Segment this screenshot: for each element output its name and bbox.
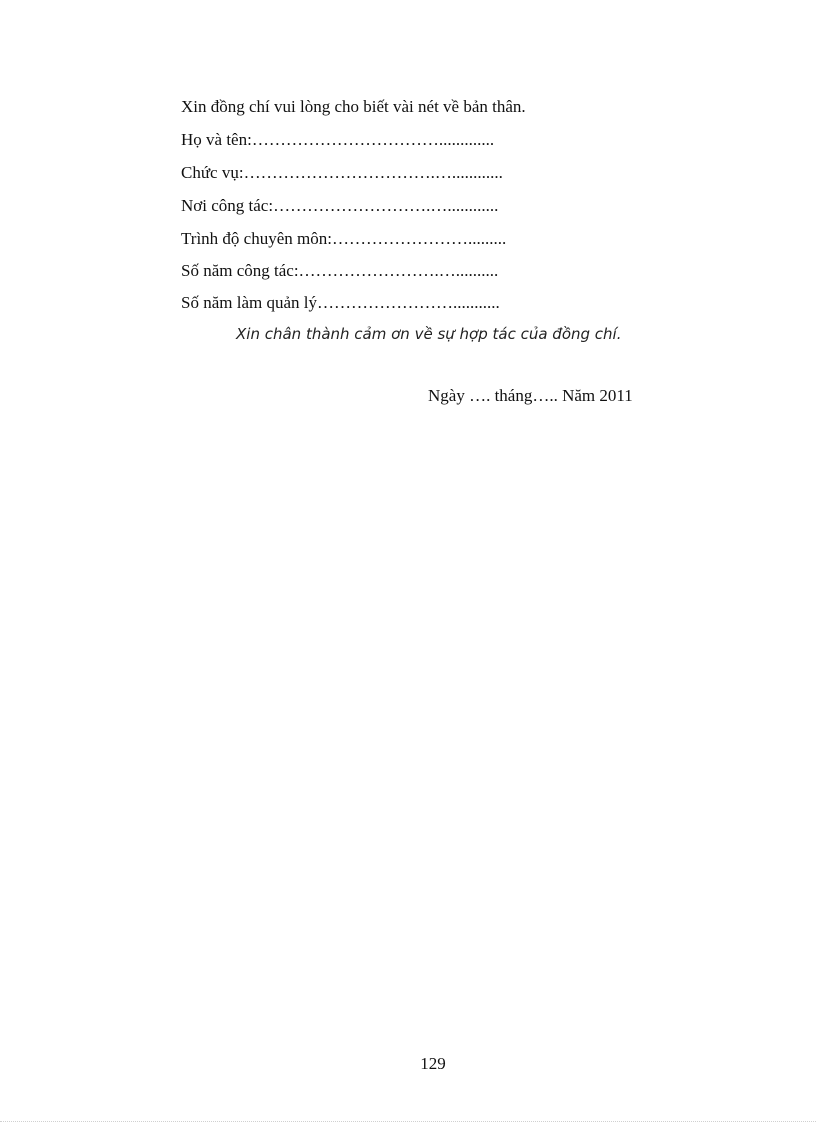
field-full-name: Họ và tên:……………………………............. bbox=[181, 130, 495, 149]
field-qualification: Trình độ chuyên môn:……………………......... bbox=[181, 229, 507, 248]
field-years-of-management: Số năm làm quản lý……………………........... bbox=[181, 293, 500, 312]
field-position: Chức vụ:…………………………….…............ bbox=[181, 163, 503, 182]
thank-you-note: Xin chân thành cảm ơn về sự hợp tác của đồng chí. bbox=[236, 325, 622, 343]
page-number: 129 bbox=[420, 1054, 446, 1073]
date-line: Ngày …. tháng….. Năm 2011 bbox=[428, 386, 633, 405]
field-years-of-work: Số năm công tác:…………………….….......... bbox=[181, 261, 499, 280]
bottom-divider bbox=[0, 1121, 816, 1122]
intro-text: Xin đồng chí vui lòng cho biết vài nét về bản thân. bbox=[181, 97, 526, 116]
field-workplace: Nơi công tác:……………………….…............ bbox=[181, 196, 499, 215]
